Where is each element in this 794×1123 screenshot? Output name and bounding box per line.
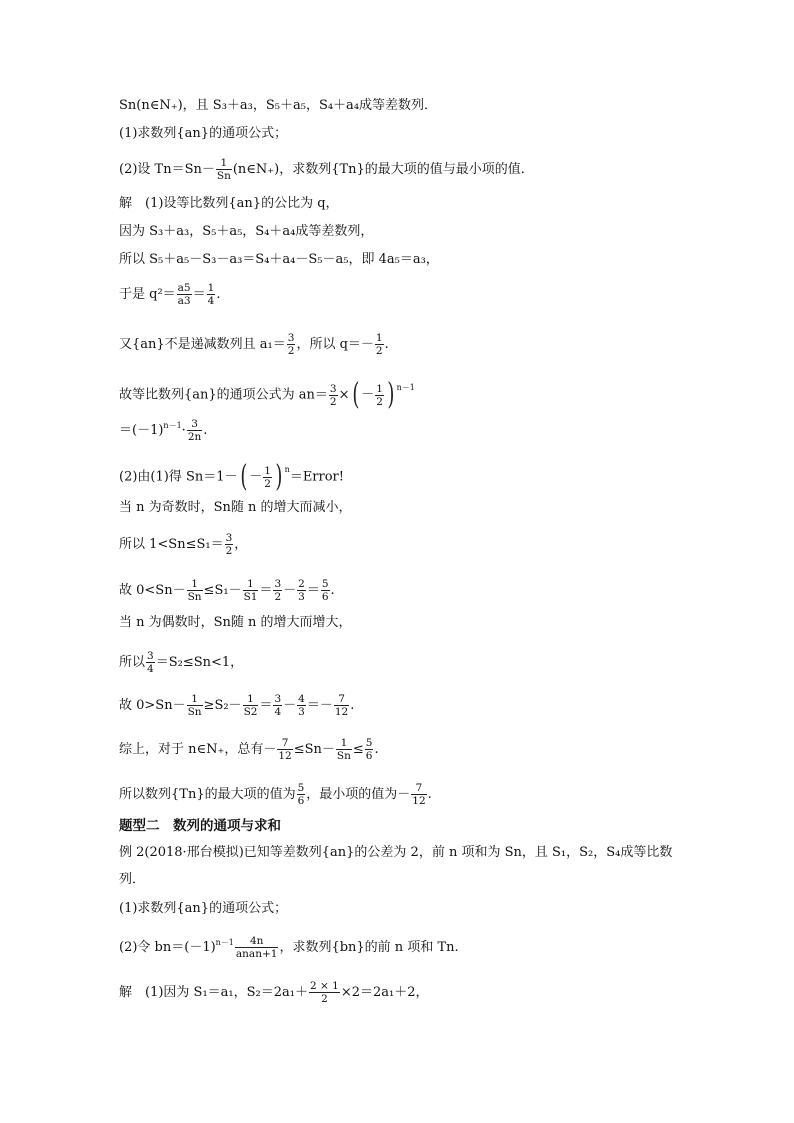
line: 例 2(2018·邢台模拟)已知等差数列{an}的公差为 2，前 n 项和为 Sn，且 S₁，S₂，S₄成等比数 bbox=[119, 845, 673, 860]
fraction: $\frac{3}{4}$ bbox=[147, 650, 154, 675]
fraction: $\frac{a5}{a3}$ bbox=[177, 282, 191, 307]
section-heading: 题型二 数列的通项与求和 bbox=[119, 818, 281, 834]
exponent: n－1 bbox=[215, 938, 234, 947]
line bbox=[119, 157, 534, 182]
fraction: $\frac{3}{2}$ bbox=[287, 332, 295, 357]
fraction: $\frac{1}{4}$ bbox=[207, 282, 215, 307]
line bbox=[119, 650, 243, 675]
line: 因为 S₃＋a₃，S₅＋a₅，S₄＋a₄成等差数列， bbox=[119, 224, 374, 239]
exponent: n－1 bbox=[396, 383, 415, 392]
fraction: $\frac{7}{12}$ bbox=[278, 737, 292, 762]
line: 当 n 为偶数时，Sn随 n 的增大而增大， bbox=[119, 615, 352, 630]
fraction: $\frac{3}{4}$ bbox=[274, 693, 282, 718]
text: ＝ bbox=[192, 287, 206, 302]
fraction: $\frac{3}{2n}$ bbox=[187, 418, 202, 443]
line bbox=[119, 980, 429, 1005]
fraction: $\frac{1}{S1}$ bbox=[243, 578, 258, 603]
paren-right: ) bbox=[387, 377, 395, 412]
text: 所以数列{Tn}的最大项的值为 bbox=[119, 787, 296, 802]
fraction: $\frac{3}{2}$ bbox=[329, 382, 337, 408]
line: 解 (1)设等比数列{an}的公比为 q， bbox=[119, 196, 339, 211]
text: ≤Sn－ bbox=[293, 742, 335, 757]
paren-left: ( bbox=[351, 377, 359, 412]
text: × bbox=[338, 387, 350, 403]
fraction: $\frac{2 \times 1}{2}$ bbox=[309, 980, 339, 1005]
line: 综上，对于 n∈N₊，总有－ $\frac{7}{12}$ ≤Sn－ $\frac{1}{Sn}$ ≤ $\frac{5}{6}$ . bbox=[119, 737, 379, 762]
text: ，所以 q＝－ bbox=[296, 337, 374, 352]
text: ≥S₂－ bbox=[203, 698, 242, 713]
text: 所以 bbox=[119, 655, 146, 670]
fraction: $\frac{1}{2}$ bbox=[375, 332, 383, 357]
fraction: $\frac{3}{2}$ bbox=[274, 578, 282, 603]
fraction: $\frac{1}{Sn}$ bbox=[187, 693, 202, 718]
fraction: $\frac{1}{Sn}$ bbox=[216, 157, 231, 182]
fraction: 4n anan+1 bbox=[235, 935, 278, 960]
text: 故等比数列{an}的通项公式为 an＝ bbox=[119, 387, 328, 403]
paren-left: ( bbox=[239, 459, 247, 494]
line: 所以 S₅＋a₅－S₃－a₃＝S₄＋a₄－S₅－a₅，即 4a₅＝a₃， bbox=[119, 252, 439, 267]
text: ≤S₁－ bbox=[203, 583, 242, 598]
text: ＝Error! bbox=[289, 469, 344, 485]
paren-right: ) bbox=[275, 459, 283, 494]
line: 列． bbox=[119, 872, 146, 887]
fraction: $\frac{5}{6}$ bbox=[297, 782, 305, 807]
text: ＝S₂≤Sn<1， bbox=[155, 655, 244, 670]
fraction: $\frac{5}{6}$ bbox=[365, 737, 373, 762]
line: 所以 1<Sn≤S₁＝ $\frac{3}{2}$ ， bbox=[119, 532, 248, 557]
line: 故 0>Sn－ $\frac{1}{Sn}$ ≥S₂－ $\frac{1}{S2}$ ＝ $\frac{3}{4}$ － $\frac{4}{3}$ ＝－ $\frac{7}{12}$ . bbox=[119, 693, 355, 718]
fraction: $\frac{7}{12}$ bbox=[412, 782, 426, 807]
line: 所以数列{Tn}的最大项的值为 $\frac{5}{6}$ ，最小项的值为－ $\frac{7}{12}$ . bbox=[119, 782, 432, 807]
line: 又{an}不是递减数列且 a₁＝ $\frac{3}{2}$ ，所以 q＝－ $\frac{1}{2}$ . bbox=[119, 332, 389, 357]
text: 于是 q²＝ bbox=[119, 287, 176, 302]
exponent: n bbox=[284, 465, 290, 474]
fraction: $\frac{7}{12}$ bbox=[334, 693, 349, 718]
text: (2)令 bn＝(－1) bbox=[119, 940, 216, 955]
fraction: $\frac{1}{Sn}$ bbox=[187, 578, 202, 603]
text: ，求数列{bn}的前 n 项和 Tn. bbox=[279, 940, 459, 955]
text: (n∈N₊)，求数列{Tn}的最大项的值与最小项的值． bbox=[232, 162, 534, 177]
exponent: n－1 bbox=[163, 421, 182, 430]
fraction: $\frac{1}{2}$ bbox=[264, 464, 271, 490]
text: 故 0>Sn－ bbox=[119, 698, 186, 713]
line bbox=[119, 935, 459, 960]
fraction: $\frac{1}{2}$ bbox=[376, 382, 383, 408]
text: 解 (1)因为 S₁＝a₁，S₂＝2a₁＋ bbox=[119, 985, 308, 1000]
line: 故 0<Sn－ $\frac{1}{Sn}$ ≤S₁－ $\frac{1}{S1}$ ＝ $\frac{3}{2}$ － $\frac{2}{3}$ ＝ $\frac{5}{6}$ . bbox=[119, 578, 335, 603]
line: (1)求数列{an}的通项公式； bbox=[119, 126, 288, 141]
text: 又{an}不是递减数列且 a₁＝ bbox=[119, 337, 286, 352]
line: (1)求数列{an}的通项公式； bbox=[119, 901, 288, 916]
fraction: $\frac{3}{2}$ bbox=[225, 532, 233, 557]
text: ×2＝2a₁＋2， bbox=[340, 985, 429, 1000]
line: 当 n 为奇数时，Sn随 n 的增大而减小， bbox=[119, 500, 352, 515]
fraction: $\frac{4}{3}$ bbox=[298, 693, 305, 718]
text: ，最小项的值为－ bbox=[306, 787, 411, 802]
fraction: $\frac{5}{6}$ bbox=[321, 578, 329, 603]
line: 故等比数列{an}的通项公式为 an＝ $\frac{3}{2}$ ×( － $\frac{1}{2}$ ) $^{n-1}$ bbox=[119, 377, 415, 412]
text: 故 0<Sn－ bbox=[119, 583, 186, 598]
fraction: $\frac{1}{Sn}$ bbox=[336, 737, 351, 762]
line: (2)由(1)得 Sn＝1－( － $\frac{1}{2}$ ) $^n$＝Error! bbox=[119, 459, 344, 494]
text: (2)设 Tn＝Sn－ bbox=[119, 162, 215, 177]
text: (2)由(1)得 Sn＝1－ bbox=[119, 469, 238, 485]
text: ＝(－1) bbox=[119, 423, 164, 438]
fraction: $\frac{1}{S2}$ bbox=[243, 693, 258, 718]
line: 于是 q²＝ $\frac{a5}{a3}$ ＝ $\frac{1}{4}$ . bbox=[119, 282, 221, 307]
text: 综上，对于 n∈N₊，总有－ bbox=[119, 742, 277, 757]
text: 所以 1<Sn≤S₁＝ bbox=[119, 537, 224, 552]
line: Sn(n∈N₊)，且 S₃＋a₃，S₅＋a₅，S₄＋a₄成等差数列． bbox=[119, 98, 438, 113]
fraction: $\frac{2}{3}$ bbox=[298, 578, 305, 603]
line: $=(-1)^{n-1}\cdot$ $\frac{3}{2n}$ . bbox=[119, 418, 208, 443]
